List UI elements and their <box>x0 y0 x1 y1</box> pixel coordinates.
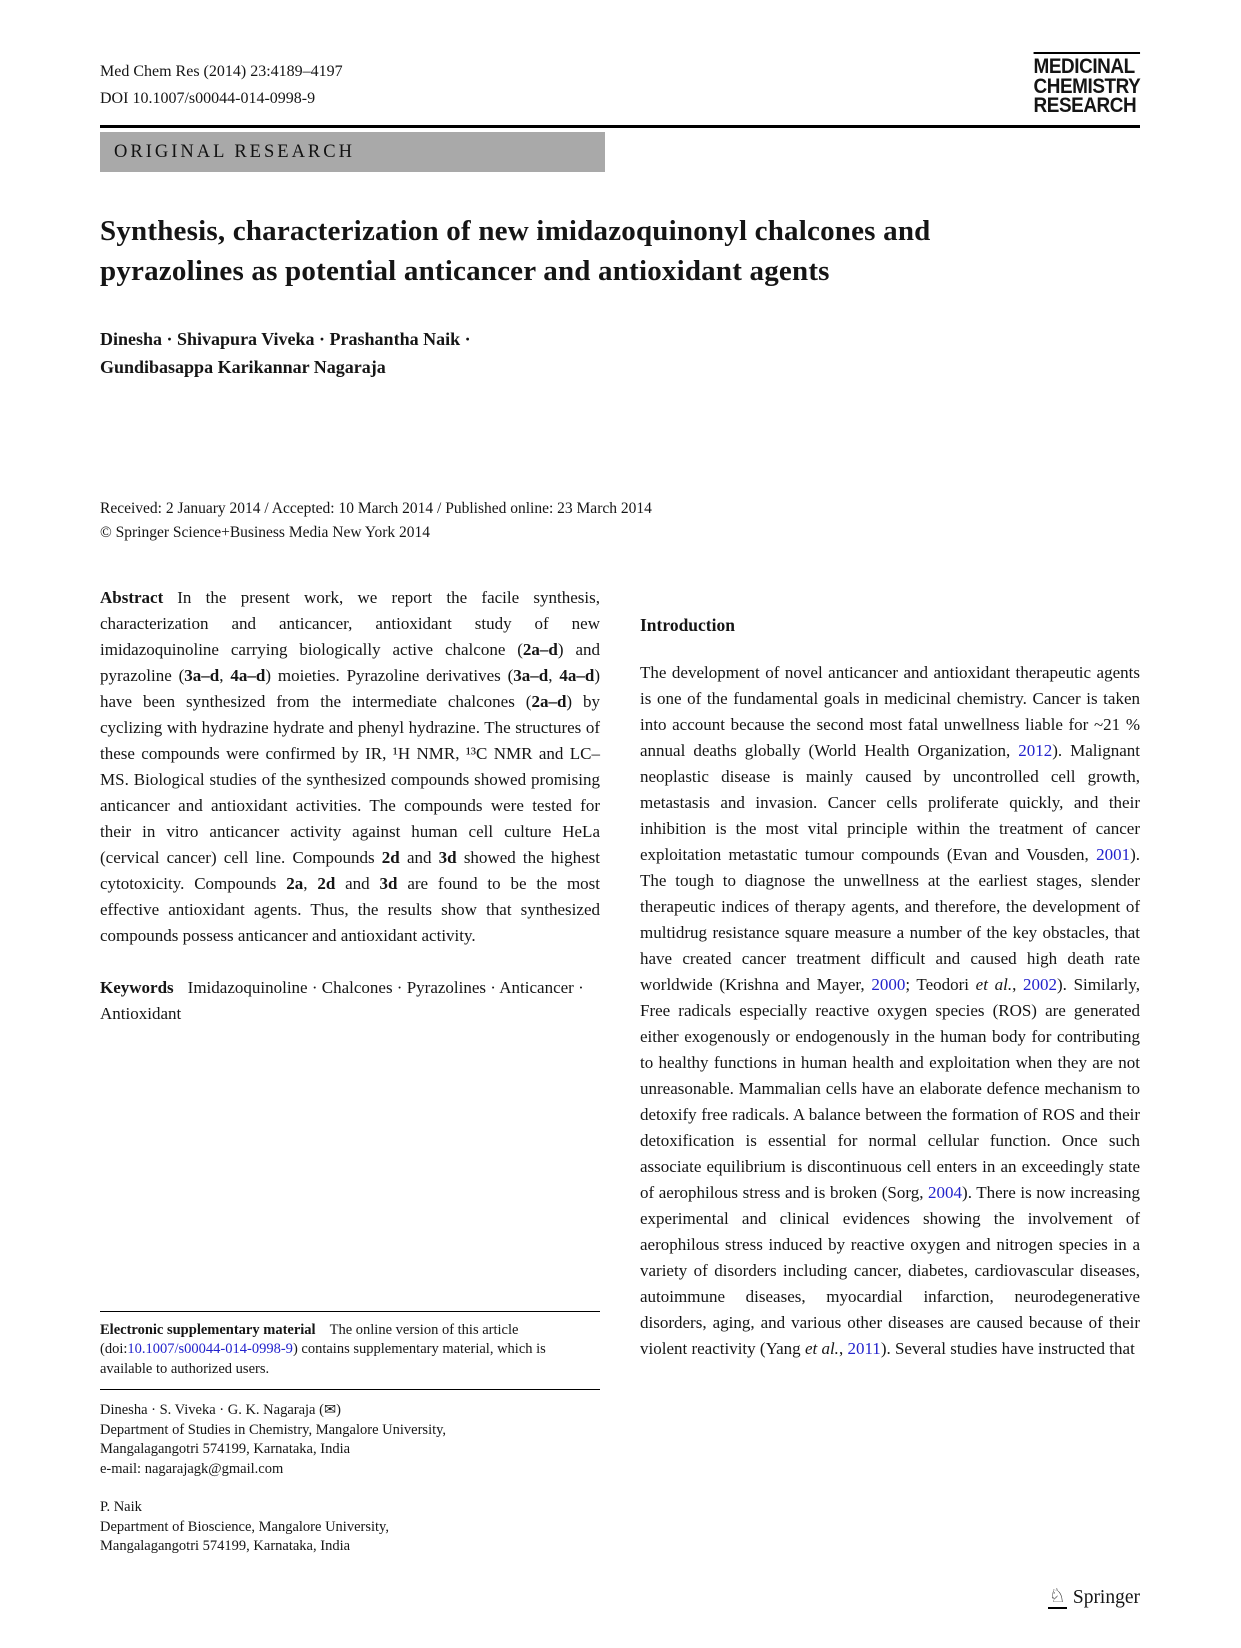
affiliation-2 <box>100 1498 600 1557</box>
text-segment: 3a–d <box>184 665 220 685</box>
affiliation-authors <box>100 1401 600 1421</box>
text-segment: The development of novel anticancer and antioxidant therapeutic agents is one of the fundamental goals in medicinal chemistry. Cancer is taken into account because the second most fatal unwellness liable for ~21 % annual deaths globally (World Health Organization, <box>640 662 1140 760</box>
text-segment: , <box>303 873 318 893</box>
journal-ref: Med Chem Res (2014) 23:4189–4197 <box>100 63 343 80</box>
text-segment: and <box>399 847 439 867</box>
text-segment: ; Teodori <box>905 974 976 994</box>
text-segment: 2a–d <box>522 639 558 659</box>
abstract-heading: Abstract <box>100 587 164 607</box>
journal-logo-line: RESEARCH <box>1033 93 1136 117</box>
text-segment: ) moieties. Pyrazoline derivatives ( <box>265 665 514 685</box>
esm-note <box>100 1321 600 1380</box>
text-segment: et al. <box>975 974 1013 994</box>
text-segment: ). There is now increasing experimental and clinical evidences showing the involvement of aerophilous stress induced by reactive oxygen and nitrogen species in a variety of disorders including cancer, diabetes, cardiovascular diseases, autoimmune diseases, myocardial infarction, neurodegenerative disorders, aging, and various other diseases are caused because of their violent reactivity (Yang <box>640 1182 1141 1358</box>
authors-block <box>100 325 1140 381</box>
text-segment: and <box>335 873 380 893</box>
text-segment: , <box>219 665 231 685</box>
esm-doi-link[interactable]: 10.1007/s00044-014-0998-9 <box>127 1341 293 1357</box>
corresponding-author-envelope-icon: (✉) <box>319 1402 341 1418</box>
text-segment: 3d <box>379 873 398 893</box>
affiliation-authors: P. Naik <box>100 1499 142 1515</box>
text-segment: , <box>1012 974 1023 994</box>
text-segment: ) have been synthesized from the intermediate chalcones ( <box>100 665 601 711</box>
header-rule <box>100 125 1140 128</box>
affiliation-1 <box>100 1401 600 1479</box>
footnote-mid-rule <box>100 1389 600 1390</box>
text-segment: 2d <box>381 847 400 867</box>
springer-wordmark: Springer <box>1072 1586 1140 1608</box>
text-segment: , <box>838 1338 848 1358</box>
text-segment: ) by cyclizing with hydrazine hydrate and phenyl hydrazine. The structures of these compounds were confirmed by IR, ¹H NMR, ¹³C NMR and LC–MS. Biological studies of the synthesized compounds showed promising anticancer and antioxidant activities. The compounds were tested for their in vitro anticancer activity against human cell culture HeLa (cervical cancer) cell line. Compounds <box>100 691 600 867</box>
citation-link[interactable]: 2001 <box>1096 844 1131 864</box>
citation-block <box>100 52 343 112</box>
affiliation-line: Mangalagangotri 574199, Karnataka, India <box>100 1441 351 1457</box>
affiliation-email: e-mail: nagarajagk@gmail.com <box>100 1460 284 1477</box>
text-segment: ). Similarly, Free radicals especially reactive oxygen species (ROS) are generated either exogenously or endogenously in the human body for contributing to healthy functions in human health and exploitation when they are not unreasonable. Mammalian cells have an elaborate defence mechanism to detoxify free radicals. A balance between the formation of ROS and their detoxification is essential for normal cellular function. Once such associate equilibrium is discontinuous cell enters in an exceedingly state of aerophilous stress and is broken (Sorg, <box>640 974 1140 1202</box>
journal-logo-line: CHEMISTRY <box>1033 73 1140 98</box>
text-segment: are found to be the most effective antioxidant agents. Thus, the results show that synthesized compounds possess anticancer and antioxidant activity. <box>100 873 601 945</box>
page-footer <box>100 1584 1140 1609</box>
copyright-line: © Springer Science+Business Media New York 2014 <box>100 523 431 541</box>
keywords-paragraph <box>100 975 600 1027</box>
affiliation-line: Department of Bioscience, Mangalore University, <box>100 1518 389 1535</box>
text-segment: In the present work, we report the facile synthesis, characterization and anticancer, antioxidant study of new imidazoquinoline carrying biologically active chalcone ( <box>100 587 600 659</box>
text-segment: , <box>548 665 560 685</box>
citation-link[interactable]: 2000 <box>871 974 906 994</box>
authors-line: Gundibasappa Karikannar Nagaraja <box>100 356 386 377</box>
abstract-paragraph <box>100 585 600 949</box>
affiliation-line: Department of Studies in Chemistry, Mangalore University, <box>100 1421 447 1438</box>
article-title: Synthesis, characterization of new imidazoquinonyl chalcones and pyrazolines as potential anticancer and antioxidant agents <box>100 214 931 287</box>
text-segment: et al. <box>804 1338 839 1358</box>
text-segment: showed the highest cytotoxicity. Compounds <box>100 847 600 893</box>
esm-heading: Electronic supplementary material <box>100 1321 316 1338</box>
text-segment: 2a <box>286 873 304 893</box>
footnote-top-rule <box>100 1311 600 1312</box>
article-type-banner: ORIGINAL RESEARCH <box>100 132 605 172</box>
authors-line: Dinesha · Shivapura Viveka · Prashantha Naik · <box>100 328 471 349</box>
keywords-heading: Keywords <box>100 977 174 997</box>
two-column-content <box>100 585 1140 1557</box>
right-column <box>640 585 1140 1557</box>
springer-horse-icon: ♘ <box>1048 1584 1066 1607</box>
text-segment: 2a–d <box>531 691 567 711</box>
introduction-paragraph <box>640 660 1140 1362</box>
journal-logo <box>1033 52 1140 116</box>
text-segment: ). The tough to diagnose the unwellness at the earliest stages, slender therapeutic indices of therapy agents, and therefore, the development of multidrug resistance square measure a number of the key obstacles, that have created cancer treatment difficult and caused high death rate worldwide (Krishna and Mayer, <box>640 844 1140 994</box>
abstract-text <box>100 588 600 945</box>
text-segment: ) contains supplementary material, which is available to authorized users. <box>100 1341 546 1377</box>
text-segment: The online version of this article (doi: <box>100 1321 519 1357</box>
citation-link[interactable]: 2002 <box>1023 974 1057 994</box>
citation-link[interactable]: 2011 <box>847 1338 881 1358</box>
text-segment: 4a–d <box>230 665 266 685</box>
text-segment: 4a–d <box>559 665 595 685</box>
text-segment: ). Several studies have instructed that <box>880 1338 1135 1358</box>
doi-line: DOI 10.1007/s00044-014-0998-9 <box>100 90 316 107</box>
received-accepted-line: Received: 2 January 2014 / Accepted: 10 March 2014 / Published online: 23 March 2014 <box>100 499 652 517</box>
text-segment: 3d <box>438 847 457 867</box>
text-segment: ) and pyrazoline ( <box>100 639 600 685</box>
springer-logo <box>1048 1584 1140 1609</box>
journal-logo-line: MEDICINAL <box>1033 54 1135 78</box>
introduction-heading: Introduction <box>640 614 735 635</box>
citation-link[interactable]: 2012 <box>1018 740 1053 760</box>
affiliation-names: Dinesha · S. Viveka · G. K. Nagaraja <box>100 1402 316 1418</box>
text-segment: ). Malignant neoplastic disease is mainly caused by uncontrolled cell growth, metastasis and invasion. Cancer cells proliferate quickly, and their inhibition is the most vital principle within the treatment of cancer exploitation metastatic tumour compounds (Evan and Vousden, <box>640 740 1140 864</box>
text-segment: 3a–d <box>513 665 549 685</box>
footnote-block <box>100 1311 600 1557</box>
page-header <box>100 52 1140 116</box>
dates-block <box>100 497 1140 545</box>
citation-link[interactable]: 2004 <box>928 1182 963 1202</box>
affiliation-line: Mangalagangotri 574199, Karnataka, India <box>100 1538 351 1554</box>
keywords-text: Imidazoquinoline · Chalcones · Pyrazolines · Anticancer · Antioxidant <box>100 977 584 1023</box>
text-segment: 2d <box>317 873 336 893</box>
left-column <box>100 585 600 1557</box>
